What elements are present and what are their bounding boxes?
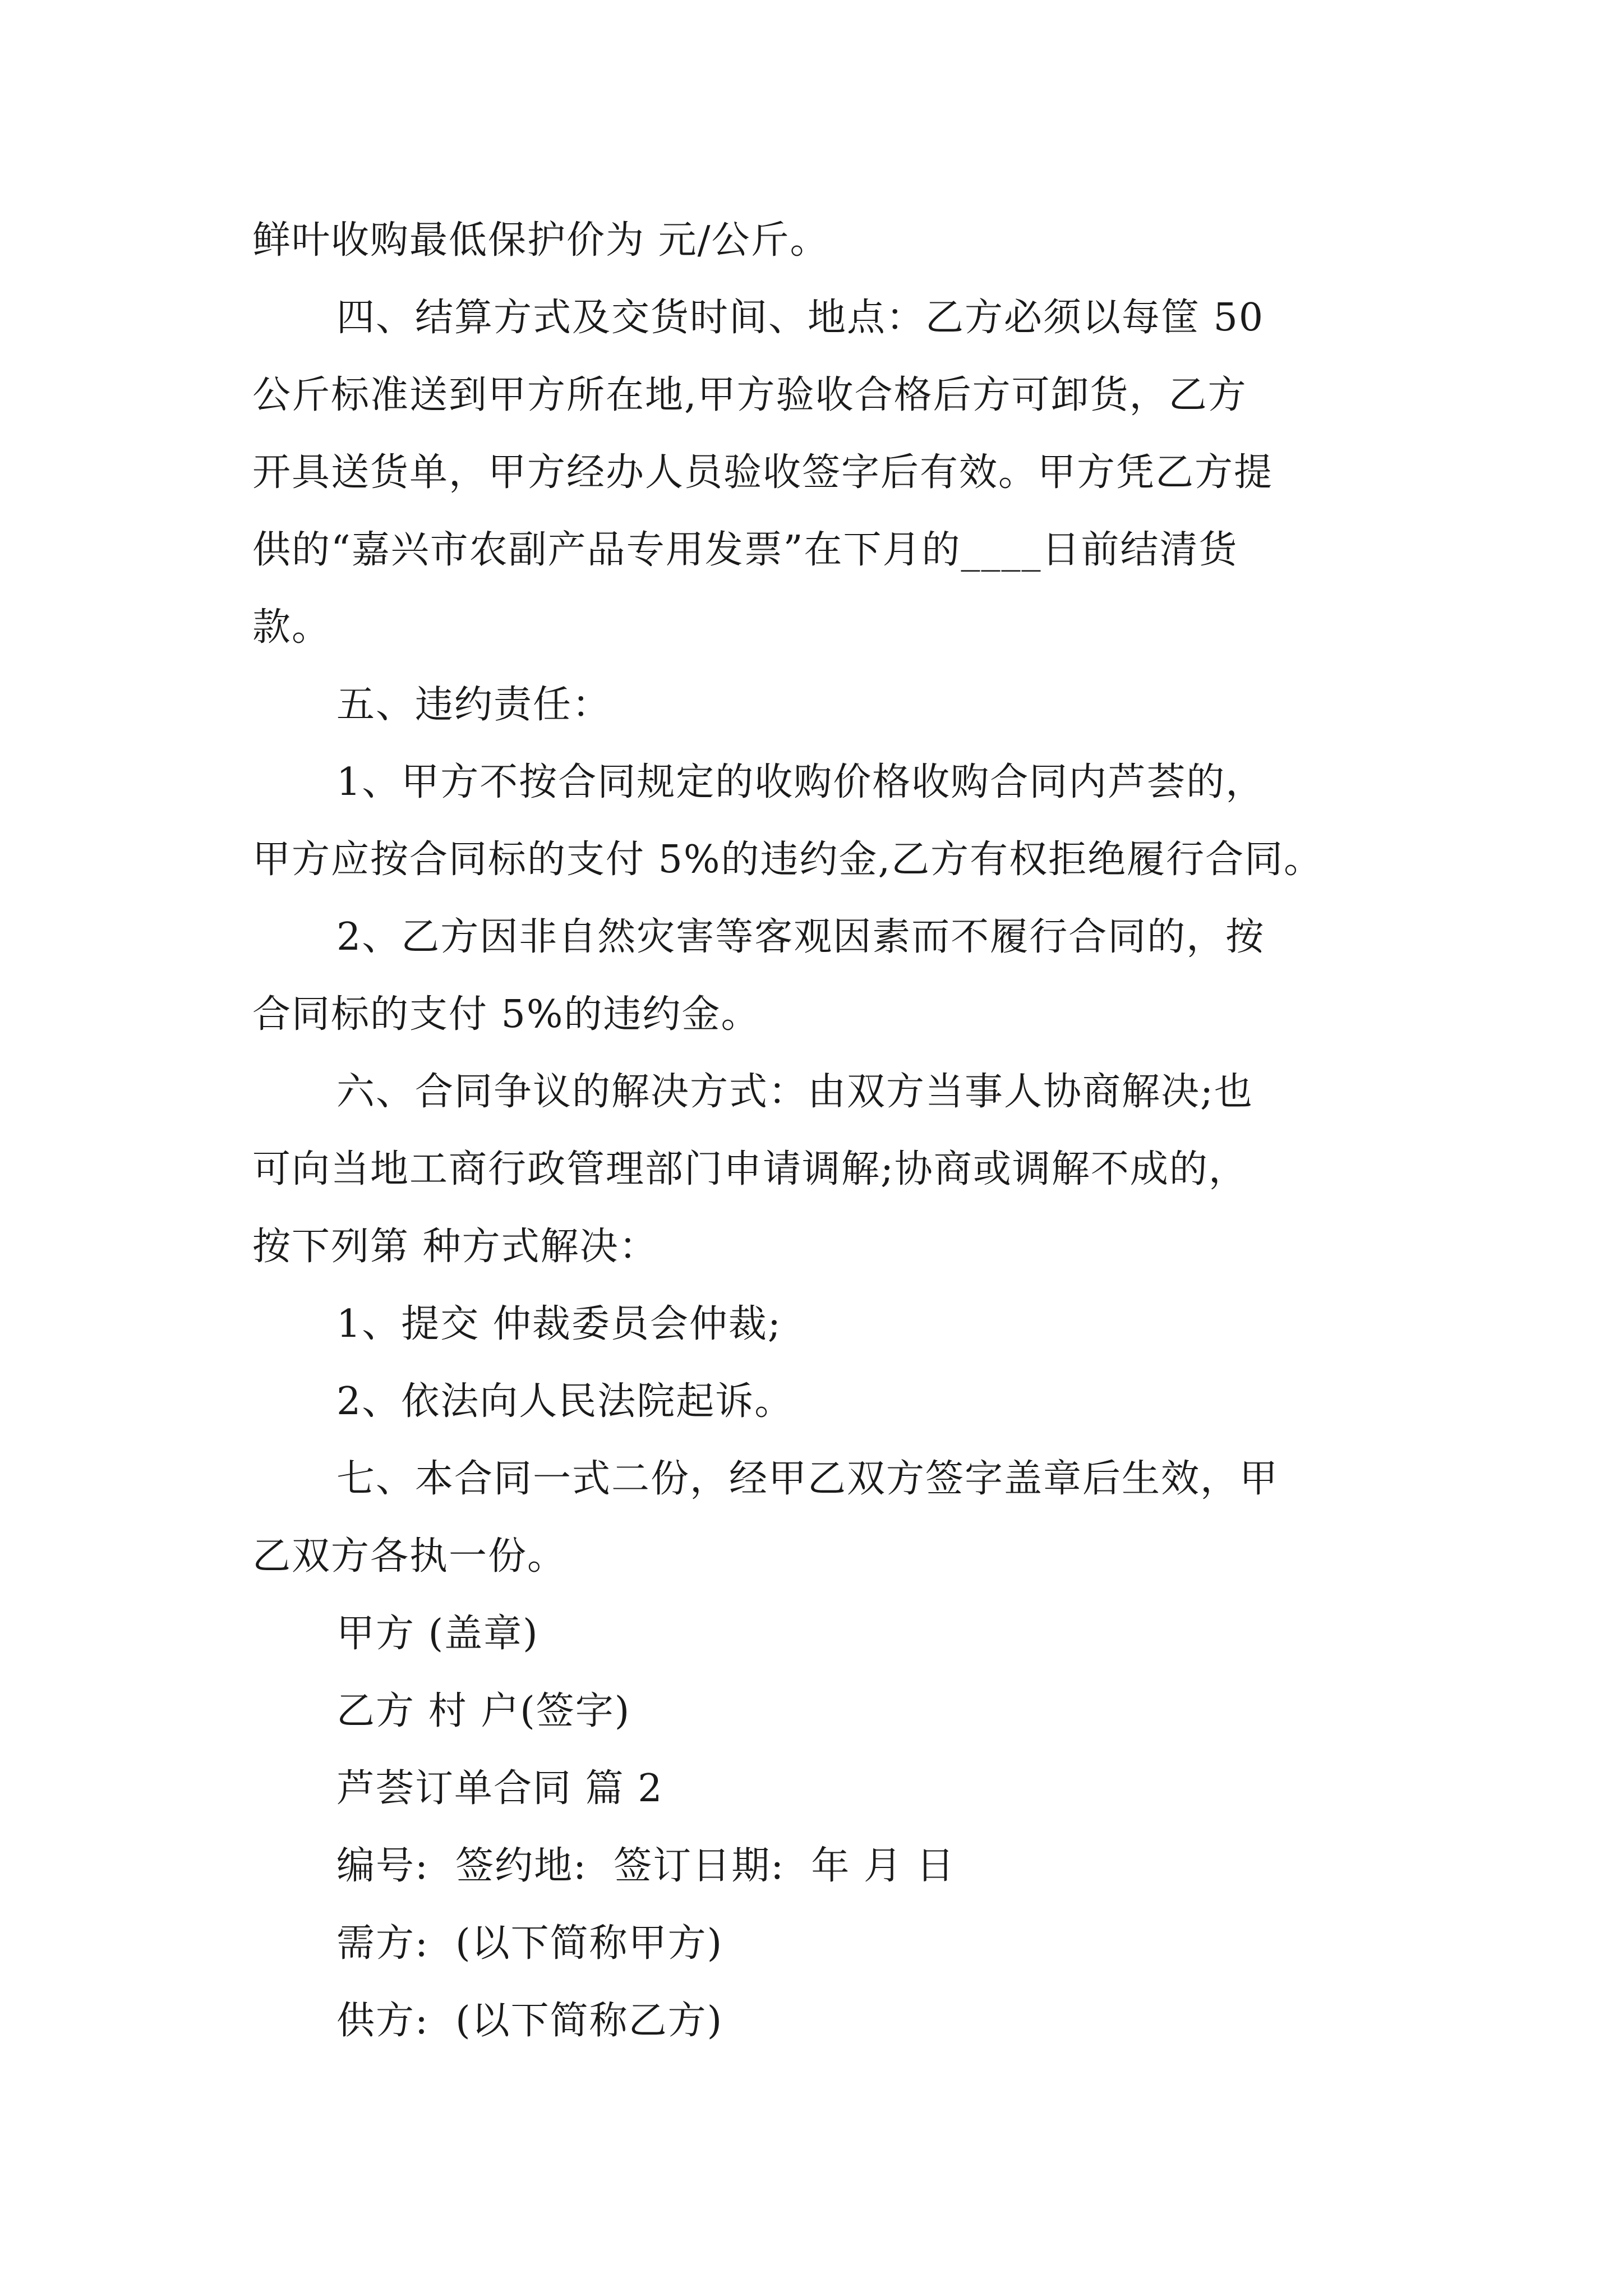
supplier-line: 供方: (以下简称乙方) xyxy=(336,1999,723,2043)
signature-party-a: 甲方 (盖章) xyxy=(336,1612,539,1656)
text-line: 款。 xyxy=(252,605,331,650)
text-line: 合同标的支付 5%的违约金。 xyxy=(252,992,760,1037)
text-line: 供的“嘉兴市农副产品专用发票”在下月的____日前结清货 xyxy=(252,528,1238,572)
contract-text xyxy=(252,202,1391,2060)
list-item: 1、提交 仲裁委员会仲裁; xyxy=(336,1302,782,1346)
text-line: 开具送货单，甲方经办人员验收签字后有效。甲方凭乙方提 xyxy=(252,450,1274,495)
list-item: 2、乙方因非自然灾害等客观因素而不履行合同的，按 xyxy=(336,915,1265,959)
list-item: 2、依法向人民法院起诉。 xyxy=(336,1379,794,1424)
text-line: 鲜叶收购最低保护价为 元/公斤。 xyxy=(252,218,829,263)
text-line: 公斤标准送到甲方所在地,甲方验收合格后方可卸货，乙方 xyxy=(252,373,1247,417)
contract-meta: 编号: 签约地: 签订日期: 年 月 日 xyxy=(336,1844,956,1888)
text-line: 可向当地工商行政管理部门申请调解;协商或调解不成的， xyxy=(252,1147,1248,1191)
text-line: 按下列第 种方式解决： xyxy=(252,1225,658,1269)
list-item: 1、甲方不按合同规定的收购价格收购合同内芦荟的， xyxy=(336,760,1265,804)
section-heading: 六、合同争议的解决方式：由双方当事人协商解决;也 xyxy=(336,1070,1253,1114)
contract-title: 芦荟订单合同 篇 2 xyxy=(336,1766,663,1811)
section-heading: 五、违约责任： xyxy=(336,683,612,727)
text-line: 甲方应按合同标的支付 5%的违约金,乙方有权拒绝履行合同。 xyxy=(252,838,1324,882)
buyer-line: 需方: (以下简称甲方) xyxy=(336,1921,723,1966)
signature-party-b: 乙方 村 户(签字) xyxy=(336,1689,631,1733)
section-heading: 四、结算方式及交货时间、地点：乙方必须以每筐 50 xyxy=(336,296,1265,340)
text-line: 乙双方各执一份。 xyxy=(252,1534,567,1579)
section-heading: 七、本合同一式二份，经甲乙双方签字盖章后生效，甲 xyxy=(336,1457,1279,1501)
